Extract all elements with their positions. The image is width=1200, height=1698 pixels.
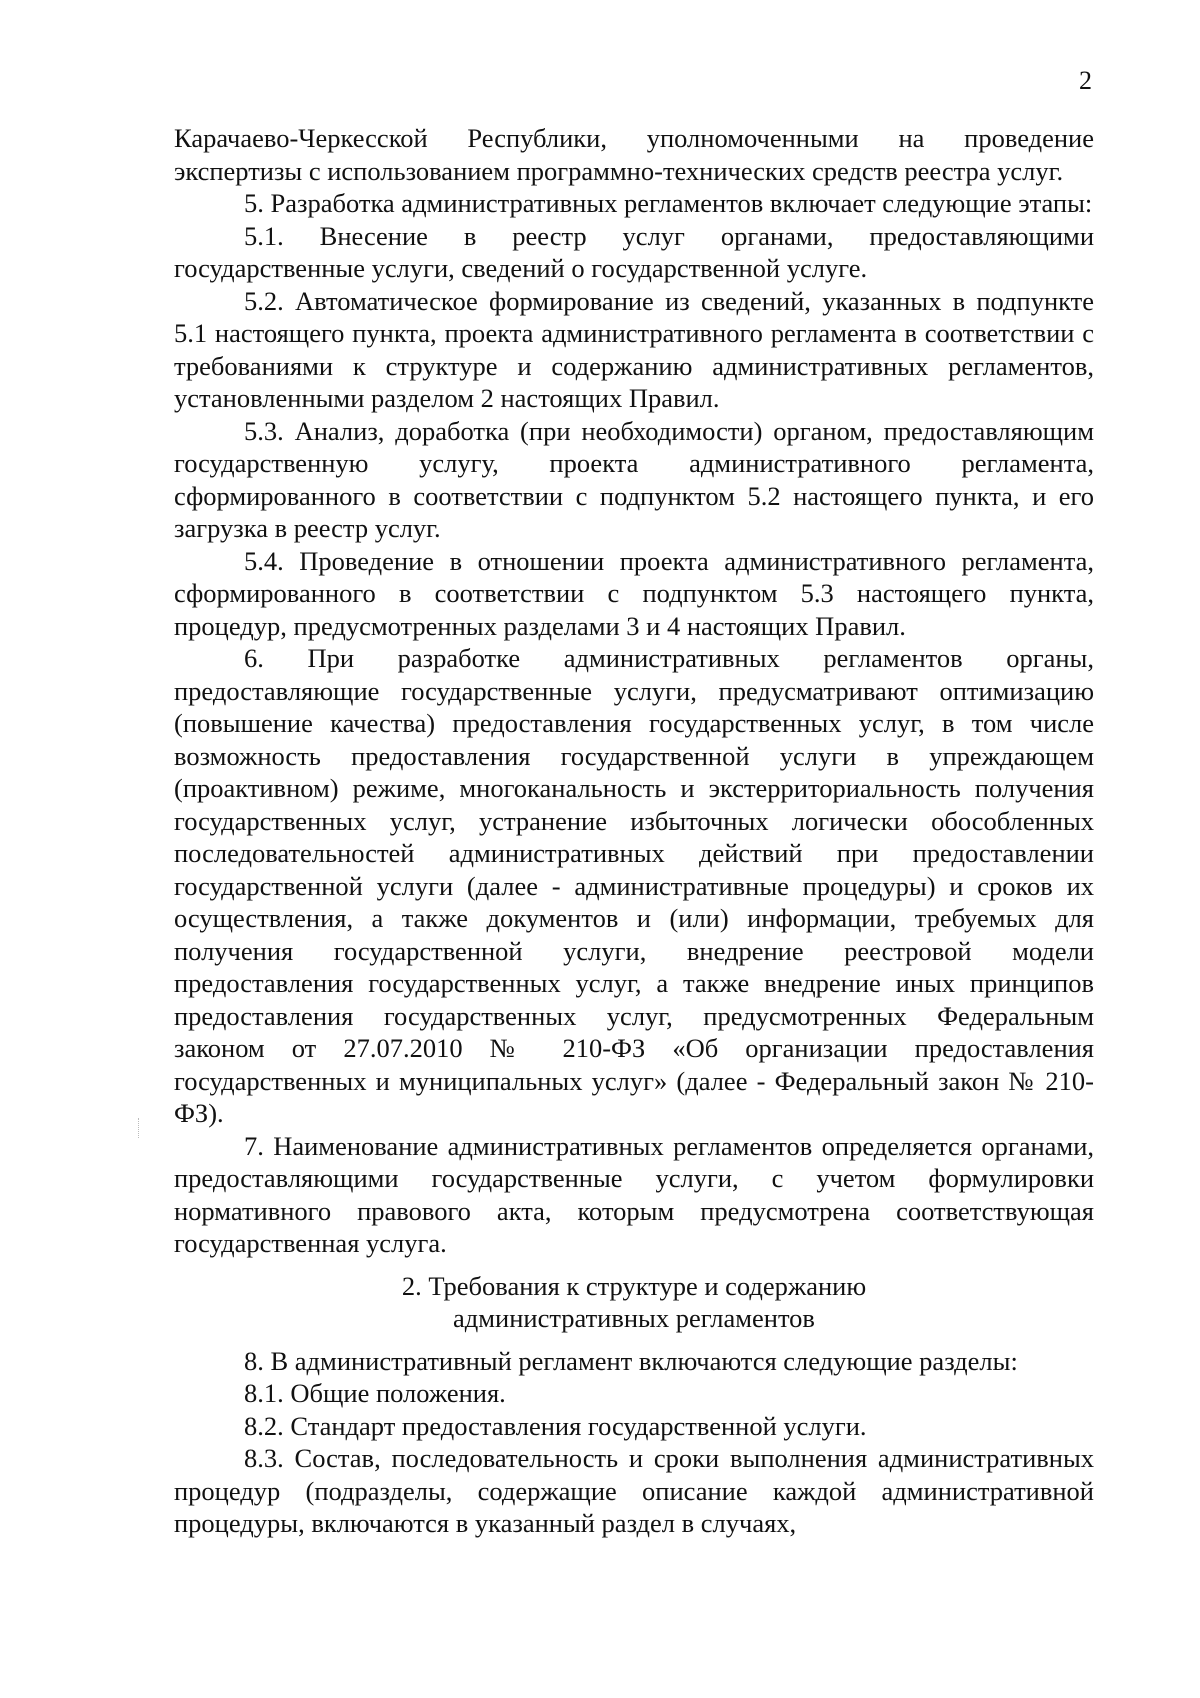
section-heading-line-2: административных регламентов: [453, 1303, 815, 1333]
page-number: 2: [1079, 66, 1092, 95]
paragraph: 5. Разработка административных регламентов включает следующие этапы:: [244, 188, 1093, 218]
paragraph: 7. Наименование административных регламентов определяется органами, предоставляющими государственные услуги, с учетом формулировки нормативного правового акта, которым предусмотрена соответствующая государственная услуга.: [174, 1130, 1094, 1258]
paragraph: 5.2. Автоматическое формирование из сведений, указанных в подпункте 5.1 настоящего пункта, проекта административного регламента в соответствии с требованиями к структуре и содержанию административных регламентов, установленными разделом 2 настоящих Правил.: [174, 285, 1094, 413]
paragraph: 5.1. Внесение в реестр услуг органами, предоставляющими государственные услуги, сведений о государственной услуге.: [174, 220, 1094, 283]
paragraph: Карачаево-Черкесской Республики, уполномоченными на проведение экспертизы с использованием программно-технических средств реестра услуг.: [174, 123, 1094, 186]
paragraph: 8. В административный регламент включаются следующие разделы:: [244, 1345, 1018, 1376]
paragraph: 6. При разработке административных регламентов органы, предоставляющие государственные услуги, предусматривают оптимизацию (повышение качества) предоставления государственных услуг, в том числе возможность предоставления государственной услуги в упреждающем (проактивном) режиме, многоканальность и экстерриториальность получения государственных услуг, устранение избыточных логически обособленных последовательностей административных действий при предоставлении государственной услуги (далее - административные процедуры) и сроков их осуществления, а также документов и (или) информации, требуемых для получения государственной услуги, внедрение реестровой модели предоставления государственных услуг, а также внедрение иных принципов предоставления государственных услуг, предусмотренных Федеральным законом от 27.07.2010 № 210-ФЗ «Об организации предоставления государственных и муниципальных услуг» (далее - Федеральный закон № 210-ФЗ).: [174, 643, 1094, 1128]
document-body: [174, 122, 1094, 1540]
margin-mark: [138, 1118, 142, 1138]
paragraph-group-before-heading: [174, 122, 1094, 1260]
paragraph: 8.2. Стандарт предоставления государственной услуги.: [244, 1410, 867, 1441]
paragraph: 8.3. Состав, последовательность и сроки выполнения административных процедур (подразделы, содержащие описание каждой административной процедуры, включаются в указанный раздел в случаях,: [174, 1443, 1094, 1538]
paragraph-group-after-heading: [174, 1345, 1094, 1540]
paragraph: 5.3. Анализ, доработка (при необходимости) органом, предоставляющим государственную услугу, проекта административного регламента, сформированного в соответствии с подпунктом 5.2 настоящего пункта, и его загрузка в реестр услуг.: [174, 415, 1094, 543]
paragraph: 8.1. Общие положения.: [244, 1378, 506, 1408]
paragraph: 5.4. Проведение в отношении проекта административного регламента, сформированного в соответствии с подпунктом 5.3 настоящего пункта, процедур, предусмотренных разделами 3 и 4 настоящих Правил.: [174, 545, 1094, 641]
section-heading: [174, 1270, 1094, 1335]
section-heading-line-1: 2. Требования к структуре и содержанию: [401, 1270, 867, 1301]
